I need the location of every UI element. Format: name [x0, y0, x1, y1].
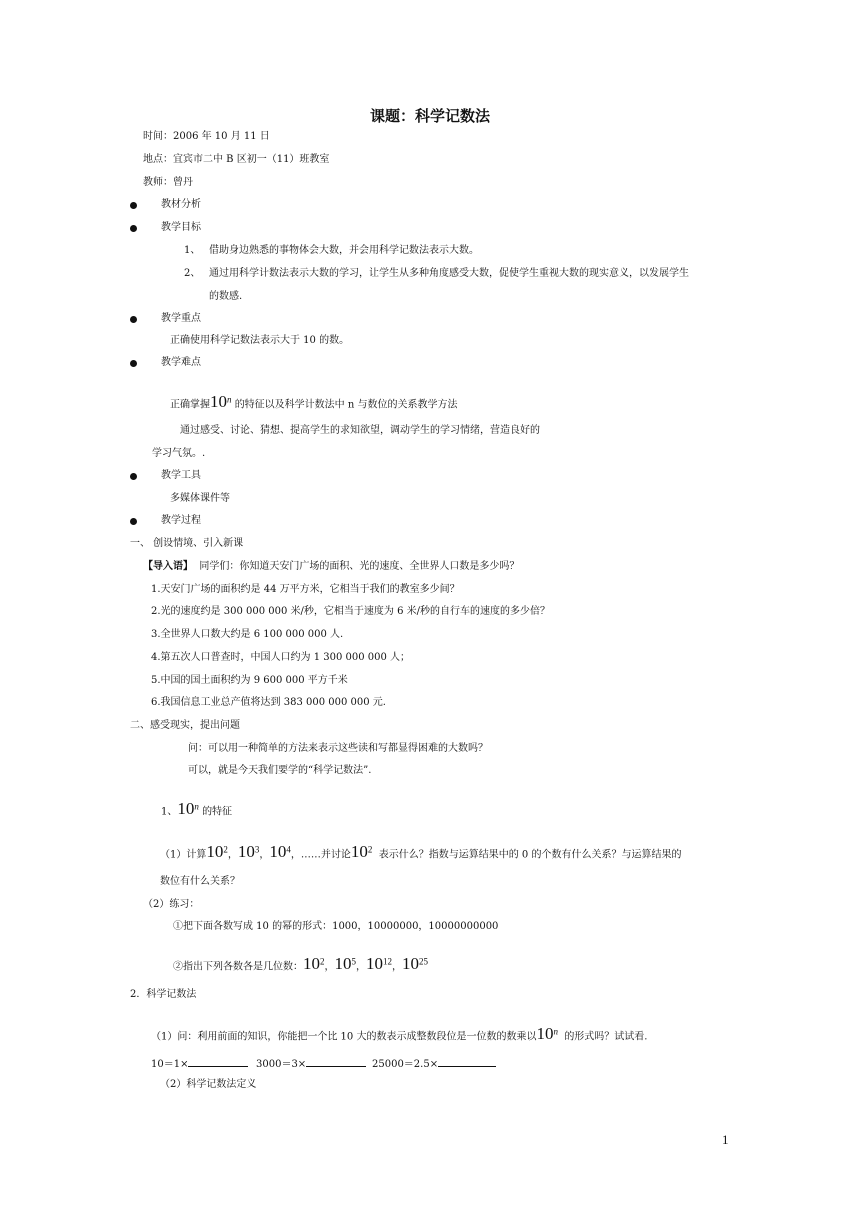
blank-line [306, 1056, 366, 1067]
question-3: 3.全世界人口数大约是 6 100 000 000 人. [151, 629, 344, 640]
fill-in-3 [372, 1056, 496, 1072]
question-suffix: 的形式吗？试试看. [564, 1031, 648, 1043]
power-10-2: $10^2$ [303, 954, 325, 974]
fill-in-1-text: 10＝1× [151, 1059, 189, 1070]
question-5: 5.中国的国土面积约为 9 600 000 平方千米 [151, 675, 348, 686]
section-difficulty: 教学难点 [161, 357, 201, 368]
question-line [151, 1020, 648, 1049]
fill-in-3-text: 25000＝2.5× [372, 1059, 439, 1070]
intro-tag: 【导入语】 [143, 561, 193, 572]
answer-line: 可以，就是今天我们要学的“科学记数法”. [188, 765, 372, 776]
section-key: 教学重点 [161, 313, 201, 324]
power-10-2: $10^2$ [206, 842, 228, 862]
section-goals: 教学目标 [161, 222, 201, 233]
power-10n: 10$^n$ [536, 1024, 558, 1044]
part2-heading: 二、感受现实，提出问题 [130, 720, 240, 731]
power-10-25: $10^{25}$ [402, 954, 428, 974]
bullet-icon [130, 518, 137, 525]
question-4: 4.第五次人口普查时，中国人口约为 1 300 000 000 人； [151, 652, 411, 663]
teacher-line: 教师：曾丹 [143, 177, 193, 188]
power-10-3: $10^3$ [237, 842, 260, 862]
bullet-icon [130, 202, 137, 209]
sub2-heading: 2．科学记数法 [130, 989, 197, 1000]
difficulty-text [170, 390, 458, 415]
exercise-2-prefix: ②指出下列各数各是几位数： [173, 961, 303, 973]
bullet-icon [130, 316, 137, 323]
method-line1: 通过感受、讨论、猜想、提高学生的求知欲望，调动学生的学习情绪，营造良好的 [180, 425, 540, 436]
fill-in-1 [151, 1056, 248, 1072]
section-process: 教学过程 [161, 515, 201, 526]
fill-in-2 [256, 1056, 366, 1072]
method-line2: 学习气氛。. [152, 448, 206, 459]
tools-text: 多媒体课件等 [170, 493, 230, 504]
exercise-1: ①把下面各数写成 10 的幂的形式：1000，10000000，10000000000 [173, 921, 499, 932]
goal2-continued: 的数感. [209, 291, 243, 302]
intro-line [143, 560, 519, 574]
definition-heading: （2）科学记数法定义 [160, 1079, 257, 1090]
question-1: 1.天安门广场的面积约是 44 万平方米，它相当于我们的教室多少间？ [151, 584, 460, 595]
part1-heading: 一、 创设情境、引入新课 [130, 538, 244, 549]
ask-line: 问：可以用一种简单的方法来表示这些读和写都显得困难的大数吗？ [188, 743, 488, 754]
blank-line [188, 1056, 248, 1067]
bullet-icon [130, 225, 137, 232]
sub1-suffix: 的特征 [202, 806, 233, 818]
power-10n: 10$^n$ [210, 392, 232, 412]
question-2: 2.光的速度约是 300 000 000 米/秒，它相当于速度为 6 米/秒的自行车的速度的多少倍？ [151, 606, 550, 617]
power-10-12: $10^{12}$ [366, 954, 392, 974]
calc-suffix: 表示什么？指数与运算结果中的 0 的个数有什么关系？与运算结果的 [378, 849, 682, 861]
bullet-icon [130, 360, 137, 367]
bullet-icon [130, 473, 137, 480]
calc-prefix: （1）计算 [160, 849, 207, 861]
sub1-heading [161, 796, 232, 823]
power-10-4: $10^4$ [269, 842, 291, 862]
question-6: 6.我国信息工业总产值将达到 383 000 000 000 元. [151, 697, 386, 708]
goal1-text: 借助身边熟悉的事物体会大数，并会用科学记数法表示大数。 [209, 245, 479, 256]
goal1-number: 1、 [184, 245, 201, 256]
page-number: 1 [722, 1132, 729, 1147]
question-prefix: （1）问：利用前面的知识，你能把一个比 10 大的数表示成整数段位是一位数的数乘以 [151, 1031, 537, 1043]
blank-line [438, 1056, 496, 1067]
fill-in-2-text: 3000＝3× [256, 1059, 307, 1070]
calc-line: （1）计算$10^2$，$10^3$，$10^4$，……并讨论$10^2$ 表示什么？指数与运算结果中的 0 的个数有什么关系？与运算结果的 [160, 842, 682, 862]
difficulty-suffix: 的特征以及科学计数法中 n 与数位的关系教学方法 [234, 399, 458, 411]
exercise-2: ②指出下列各数各是几位数：$10^2$，$10^5$，$10^{12}$，$10^{25}$ [173, 954, 428, 974]
place-line: 地点：宜宾市二中 B 区初一（11）班教室 [143, 154, 330, 165]
key-text: 正确使用科学记数法表示大于 10 的数。 [170, 335, 350, 346]
goal2-number: 2、 [184, 268, 201, 279]
section-material: 教材分析 [161, 199, 201, 210]
calc-continued: 数位有什么关系？ [160, 876, 240, 887]
power-10-2: $10^2$ [350, 842, 373, 862]
page-title: 课题：科学记数法 [369, 107, 490, 125]
time-line: 时间：2006 年 10 月 11 日 [143, 131, 270, 142]
calc-middle: ，……并讨论 [290, 849, 351, 861]
power-10-5: $10^5$ [334, 954, 356, 974]
goal2-text: 通过用科学计数法表示大数的学习，让学生从多种角度感受大数，促使学生重视大数的现实意义，以发展学生 [209, 268, 689, 279]
sub1-prefix: 1、 [161, 806, 178, 818]
difficulty-prefix: 正确掌握 [170, 399, 210, 411]
power-10n: 10$^n$ [177, 799, 199, 819]
intro-text: 同学们：你知道天安门广场的面积、光的速度、全世界人口数是多少吗？ [199, 561, 520, 572]
section-tools: 教学工具 [161, 470, 201, 481]
practice-heading: （2）练习： [143, 899, 200, 910]
